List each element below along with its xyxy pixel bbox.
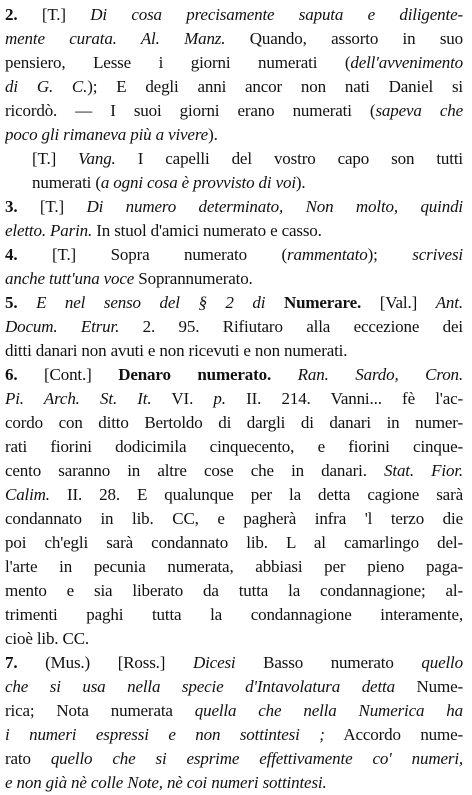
sense-number: 3. [5, 197, 40, 216]
text-line [5, 483, 463, 507]
text-line [5, 507, 463, 531]
text-line [5, 315, 463, 339]
text-run: Vang. [78, 149, 116, 168]
text-line [5, 3, 463, 27]
text-line [32, 147, 463, 171]
text-line [5, 723, 463, 747]
text-run: Basso numerato [235, 653, 422, 672]
text-line [5, 75, 463, 99]
text-run: trimenti paghi tutta la condannagione interamente, [5, 605, 463, 624]
text-run: cento saranno in altre cose che in danari. [5, 461, 385, 480]
text-run: sapeva che [375, 101, 463, 120]
text-line [5, 123, 463, 147]
text-line [5, 195, 463, 219]
text-run: quella che nella Numerica ha [194, 701, 463, 720]
text-run: numerati ( [32, 173, 101, 192]
sense-number: 4. [5, 245, 52, 264]
text-line [5, 27, 463, 51]
text-run: [T.] Sopra numerato ( [51, 245, 287, 264]
text-run: Ran. Sardo, Cron. [297, 365, 463, 384]
text-run: rica; Nota numerata [5, 701, 195, 720]
text-run: di G. C. [5, 77, 88, 96]
text-run: quello [421, 653, 463, 672]
text-run: ); E degli anni ancor non nati Daniel si [87, 77, 463, 96]
text-run: Stat. Fior. [384, 461, 463, 480]
text-line [5, 411, 463, 435]
text-run: scrivesi [412, 245, 463, 264]
text-run: Di numero determinato, Non molto, quindi [86, 197, 463, 216]
text-line [5, 651, 463, 675]
text-run: Quando, assorto in suo [225, 29, 463, 48]
text-line [5, 267, 463, 291]
text-run: cioè lib. CC. [5, 629, 89, 648]
text-run: che si usa nella specie d'Intavolatura detta [5, 677, 395, 696]
sense-number: 2. [5, 5, 42, 24]
text-line [5, 459, 463, 483]
text-run: cordo con ditto Bertoldo di dargli di danari in numer- [5, 413, 463, 432]
text-run: Numerare. [283, 293, 362, 312]
text-run: II. 214. Vanni... fè l'ac- [225, 389, 463, 408]
text-run: dell'avvenimento [350, 53, 463, 72]
text-line [5, 243, 463, 267]
text-run: Accordo nume- [324, 725, 463, 744]
text-run: rato [5, 749, 51, 768]
text-line [5, 435, 463, 459]
sense-number: 6. [5, 365, 45, 384]
text-run: [Val.] [361, 293, 436, 312]
text-run: Dicesi [192, 653, 236, 672]
text-line [5, 363, 463, 387]
text-run: rammentato [287, 245, 368, 264]
text-run: ). [208, 125, 218, 144]
text-run: Ant. [435, 293, 463, 312]
text-run: Soprannumerato. [134, 269, 253, 288]
text-run: 2. 95. Rifiutaro alla eccezione dei [119, 317, 463, 336]
text-run: ). [295, 173, 306, 192]
text-run: [Cont.] [44, 365, 119, 384]
text-line [5, 387, 463, 411]
text-run: anche tutt'una voce [5, 269, 135, 288]
text-run: p. [213, 389, 226, 408]
sense-number: 5. [5, 293, 37, 312]
sense-number: 7. [5, 653, 46, 672]
text-run: Denaro numerato. [118, 365, 272, 384]
text-run: mento e sia liberato da tutta la condannagione; al- [5, 581, 463, 600]
text-run: In stuol d'amici numerato e casso. [92, 221, 322, 240]
text-line [5, 675, 463, 699]
text-run: ); [367, 245, 413, 264]
text-run: E nel senso del § 2 di [36, 293, 284, 312]
text-run: poi ch'egli sarà condannato lib. L al camarlingo del- [5, 533, 463, 552]
text-run: II. 28. E qualunque per la detta cagione sarà [49, 485, 463, 504]
text-line [5, 699, 463, 723]
text-line [5, 339, 463, 363]
text-run: i numeri espressi e non sottintesi ; [5, 725, 325, 744]
text-run: I capelli del vostro capo son tutti [115, 149, 463, 168]
text-run: pensiero, Lesse i giorni numerati ( [5, 53, 351, 72]
text-run: Calim. [5, 485, 50, 504]
text-line [5, 219, 463, 243]
text-line [5, 531, 463, 555]
text-line [5, 771, 463, 795]
text-run: Nume- [394, 677, 463, 696]
text-run: VI. [151, 389, 214, 408]
text-run: e non già nè colle Note, nè coi numeri sottintesi. [5, 773, 327, 792]
text-line [5, 555, 463, 579]
text-line [5, 579, 463, 603]
text-line [5, 747, 463, 771]
text-run: ricordò. — I suoi giorni erano numerati ( [5, 101, 376, 120]
text-run [271, 365, 298, 384]
text-run: Di cosa precisamente saputa e diligente- [90, 5, 463, 24]
text-run: [T.] [41, 5, 91, 24]
text-run: [T.] [39, 197, 87, 216]
text-run: l'arte in pecunia numerata, abbiasi per pieno paga- [5, 557, 463, 576]
text-run: quello che si esprime effettivamente co' numeri, [50, 749, 463, 768]
text-line [5, 603, 463, 627]
text-run: ditti danari non avuti e non ricevuti e non numerati. [5, 341, 348, 360]
text-run: rati fiorini dodicimila cinquecento, e fiorini cinque- [5, 437, 463, 456]
text-line [5, 99, 463, 123]
text-run: a ogni cosa è provvisto di voi [100, 173, 296, 192]
text-run: [T.] [32, 149, 79, 168]
text-line [5, 51, 463, 75]
text-run: Pi. Arch. St. It. [5, 389, 152, 408]
text-run: (Mus.) [Ross.] [45, 653, 193, 672]
text-run: mente curata. Al. Manz. [5, 29, 226, 48]
text-line [5, 291, 463, 315]
text-run: eletto. Parin. [5, 221, 93, 240]
text-run: Docum. Etrur. [5, 317, 120, 336]
text-run: poco gli rimaneva più a vivere [5, 125, 209, 144]
text-run: condannato in lib. CC, e pagherà infra 'l terzo die [5, 509, 463, 528]
text-line [5, 627, 463, 651]
text-line [32, 171, 463, 195]
